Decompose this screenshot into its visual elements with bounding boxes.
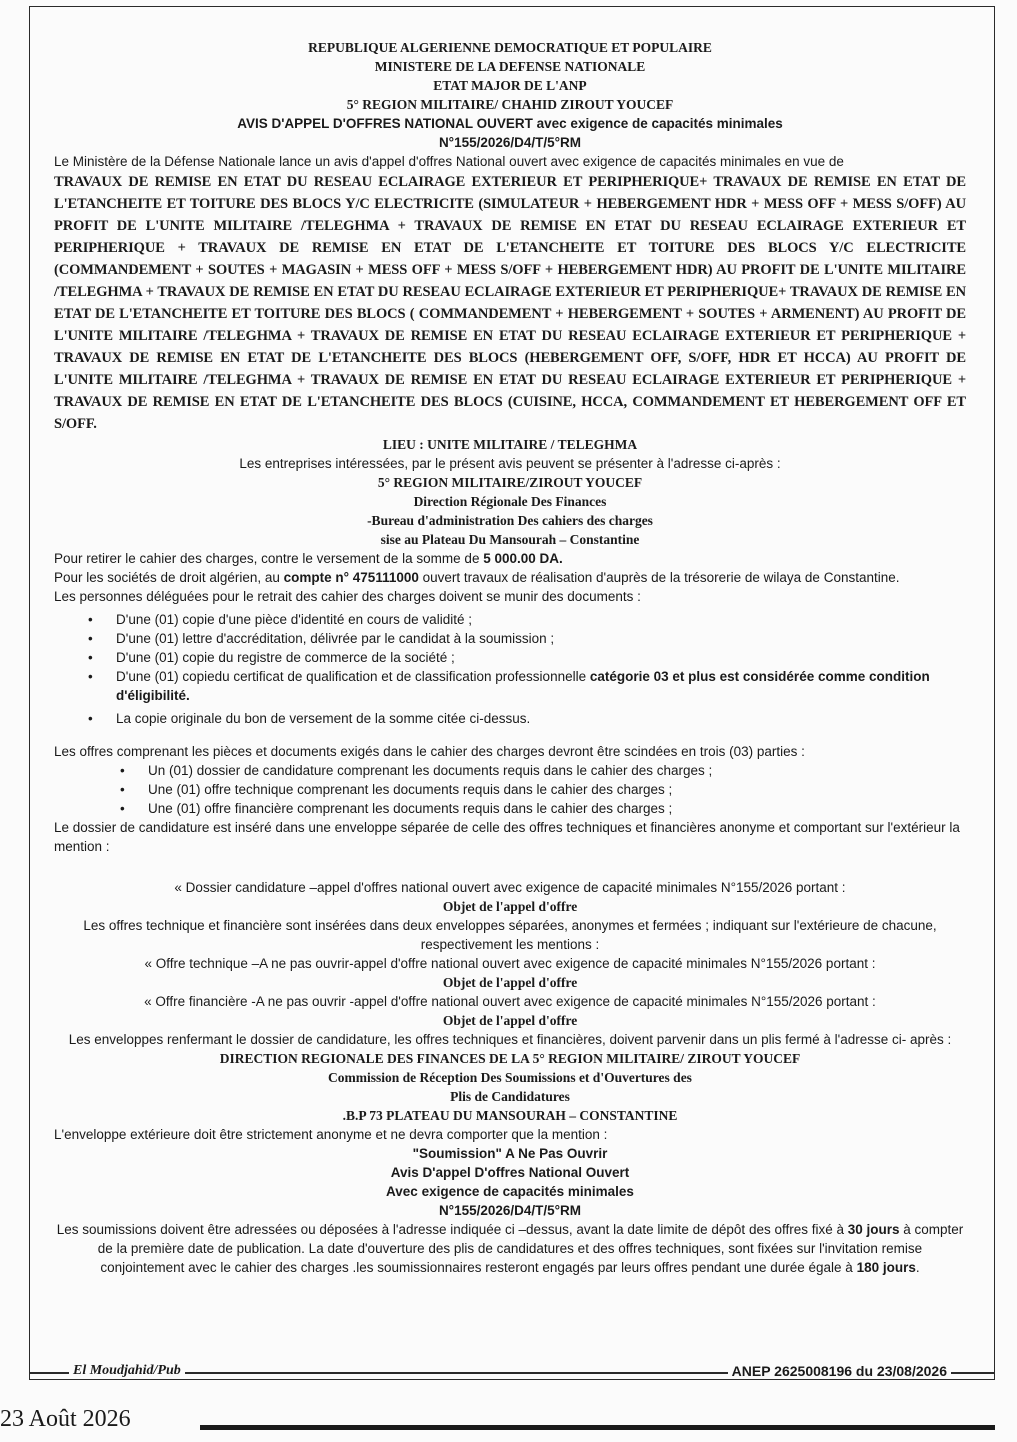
address1-direction: Direction Régionale Des Finances	[413, 494, 607, 509]
list-item: • La copie originale du bon de versement de la somme citée ci-dessus.	[54, 709, 966, 728]
retrait-amount: 5 000.00 DA.	[483, 551, 563, 566]
dossier-text: Le dossier de candidature est inséré dans une enveloppe séparée de celle des offres techniques et financières anonyme et comportant sur l'extérieur la mention :	[54, 820, 960, 854]
envelopes-text: Les enveloppes renfermant le dossier de candidature, les offres techniques et financières, doivent parvenir dans un plis fermé à l'adresse ci- après :	[68, 1032, 952, 1047]
address1-bureau: -Bureau d'administration Des cahiers des charges	[367, 513, 653, 528]
parties-list	[54, 761, 966, 818]
list-item: • Une (01) offre technique comprenant les documents requis dans le cahier des charges ;	[54, 780, 966, 799]
offres-intro: Les offres comprenant les pièces et documents exigés dans le cahier des charges devront être scindées en trois (03) parties :	[54, 744, 805, 759]
list-item: • D'une (01) copiedu certificat de qualification et de classification professionnelle catégorie 03 et plus est considérée comme condition d'éligibilité.	[54, 667, 966, 705]
works-description: TRAVAUX DE REMISE EN ETAT DU RESEAU ECLAIRAGE EXTERIEUR ET PERIPHERIQUE+ TRAVAUX DE REMISE EN ETAT DE L'ETANCHEITE ET TOITURE DES BLOCS Y/C ELECTRICITE (SIMULATEUR + HEBERGEMENT HDR + MESS OFF + MESS S/OFF) AU PROFIT DE L'UNITE MILITAIRE /TELEGHMA + TRAVAUX DE REMISE EN ETAT DU RESEAU ECLAIRAGE EXTERIEUR ET PERIPHERIQUE + TRAVAUX DE REMISE EN ETAT DE L'ETANCHEITE ET TOITURE DES BLOCS Y/C ELECTRICITE (COMMANDEMENT + SOUTES + MAGASIN + MESS OFF + MESS S/OFF + HEBERGEMENT HDR) AU PROFIT DE L'UNITE MILITAIRE /TELEGHMA + TRAVAUX DE REMISE EN ETAT DU RESEAU ECLAIRAGE EXTERIEUR ET PERIPHERIQUE+ TRAVAUX DE REMISE EN ETAT DE L'ETANCHEITE ET TOITURE DES BLOCS ( COMMANDEMENT + HEBERGEMENT + SOUTES + ARMENENT) AU PROFIT DE L'UNITE MILITAIRE /TELEGHMA + TRAVAUX DE REMISE EN ETAT DU RESEAU ECLAIRAGE EXTERIEUR ET PERIPHERIQUE + TRAVAUX DE REMISE EN ETAT DE L'ETANCHEITE DES BLOCS (HEBERGEMENT OFF, S/OFF, HDR ET HCCA) AU PROFIT DE L'UNITE MILITAIRE /TELEGHMA + TRAVAUX DE REMISE EN ETAT DU RESEAU ECLAIRAGE EXTERIEUR ET PERIPHERIQUE + TRAVAUX DE REMISE EN ETAT DE L'ETANCHEITE DES BLOCS (CUISINE, HCCA, COMMANDEMENT ET HEBERGEMENT OFF ET S/OFF.	[54, 174, 966, 432]
intro-text: Le Ministère de la Défense Nationale lance un avis d'appel d'offres National ouvert avec exigence de capacités minimales en vue de	[54, 154, 844, 169]
address2-plis: Plis de Candidatures	[450, 1089, 570, 1104]
outer-avis: Avis D'appel D'offres National Ouvert	[390, 1165, 630, 1180]
delegues-text: Les personnes déléguées pour le retrait des cahier des charges doivent se munir des documents :	[54, 589, 641, 604]
page-bottom-rule	[200, 1425, 995, 1430]
page-date: 23 Août 2026	[0, 1406, 131, 1432]
outer-soumission: "Soumission" A Ne Pas Ouvrir	[412, 1146, 608, 1161]
header-avis-title: AVIS D'APPEL D'OFFRES NATIONAL OUVERT avec exigence de capacités minimales	[237, 116, 783, 131]
tech-fin-text: Les offres technique et financière sont insérées dans deux enveloppes séparées, anonymes et fermées ; indiquant sur l'extérieure de chacune, respectivement les mentions :	[83, 918, 937, 952]
list-item: • D'une (01) lettre d'accréditation, délivrée par le candidat à la soumission ;	[54, 629, 966, 648]
address1-location: sise au Plateau Du Mansourah – Constantine	[380, 532, 640, 547]
lieu: LIEU : UNITE MILITAIRE / TELEGHMA	[382, 437, 638, 452]
list-item: • Un (01) dossier de candidature comprenant les documents requis dans le cahier des charges ;	[54, 761, 966, 780]
footer-anep-ref: ANEP 2625008196 du 23/08/2026	[728, 1363, 951, 1379]
header-reference: N°155/2026/D4/T/5°RM	[438, 135, 582, 150]
mention-financiere: « Offre financière -A ne pas ouvrir -appel d'offre national ouvert avec exigence de capacité minimales N°155/2026 portant :	[144, 994, 876, 1009]
footer-source: El Moudjahid/Pub	[69, 1363, 185, 1379]
interested-text: Les entreprises intéressées, par le présent avis peuvent se présenter à l'adresse ci-après :	[239, 456, 781, 471]
objet-label: Objet de l'appel d'offre	[442, 975, 578, 990]
outer-reference: N°155/2026/D4/T/5°RM	[438, 1203, 582, 1218]
header-republic: REPUBLIQUE ALGERIENNE DEMOCRATIQUE ET POPULAIRE	[308, 40, 712, 55]
ad-footer	[29, 1363, 995, 1383]
retrait-text: Pour retirer le cahier des charges, contre le versement de la somme de 5 000.00 DA.	[54, 551, 563, 566]
list-item: • Une (01) offre financière comprenant les documents requis dans le cahier des charges ;	[54, 799, 966, 818]
address2-bp: .B.P 73 PLATEAU DU MANSOURAH – CONSTANTINE	[342, 1108, 678, 1123]
address1-region: 5° REGION MILITAIRE/ZIROUT YOUCEF	[377, 475, 643, 490]
header-ministry: MINISTERE DE LA DEFENSE NATIONALE	[374, 59, 646, 74]
documents-list	[54, 610, 966, 728]
mention-technique: « Offre technique –A ne pas ouvrir-appel d'offre national ouvert avec exigence de capacité minimales N°155/2026 portant :	[144, 956, 876, 971]
closing-text: Les soumissions doivent être adressées ou déposées à l'adresse indiquée ci –dessus, avant la date limite de dépôt des offres fixé à 30 jours à compter de la première date de publication. La date d'ouverture des plis de candidatures et des offres techniques, sont fixées sur l'invitation remise conjointement avec le cahier des charges .les soumissionnaires resteront engagés par leurs offres pendant une durée égale à 180 jours.	[56, 1222, 964, 1275]
list-item: • D'une (01) copie d'une pièce d'identité en cours de validité ;	[54, 610, 966, 629]
address2-commission: Commission de Réception Des Soumissions et d'Ouvertures des	[328, 1070, 692, 1085]
objet-label: Objet de l'appel d'offre	[442, 1013, 578, 1028]
societes-text: Pour les sociétés de droit algérien, au compte n° 475111000 ouvert travaux de réalisation d'auprès de la trésorerie de wilaya de Constantine.	[54, 570, 900, 585]
objet-label: Objet de l'appel d'offre	[442, 899, 578, 914]
ad-content	[54, 38, 966, 1277]
outer-capacites: Avec exigence de capacités minimales	[386, 1184, 634, 1199]
mention-dossier: « Dossier candidature –appel d'offres national ouvert avec exigence de capacité minimales N°155/2026 portant :	[174, 880, 846, 895]
header-etat-major: ETAT MAJOR DE L'ANP	[433, 78, 587, 93]
list-item: • D'une (01) copie du registre de commerce de la société ;	[54, 648, 966, 667]
header-region: 5° REGION MILITAIRE/ CHAHID ZIROUT YOUCEF	[346, 97, 674, 112]
compte-number: compte n° 475111000	[283, 570, 419, 585]
outer-text: L'enveloppe extérieure doit être strictement anonyme et ne devra comporter que la mention :	[54, 1127, 608, 1142]
address2-direction: DIRECTION REGIONALE DES FINANCES DE LA 5° REGION MILITAIRE/ ZIROUT YOUCEF	[219, 1051, 801, 1066]
